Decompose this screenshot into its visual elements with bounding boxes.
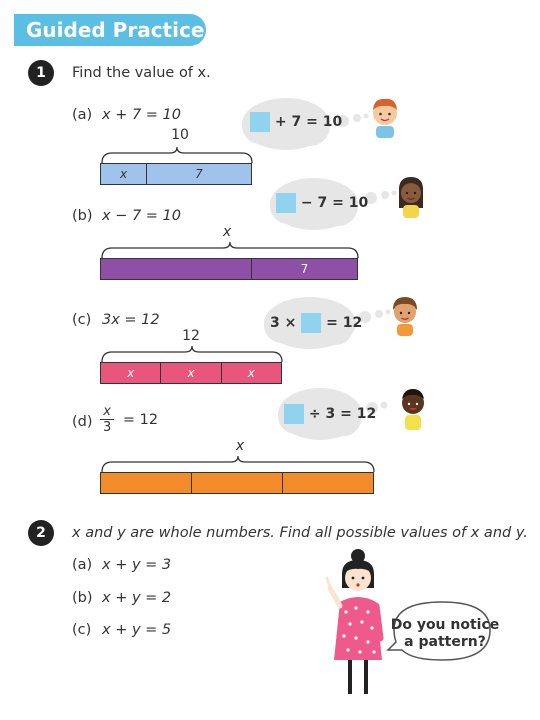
part-b-thought-text: − 7 = 10 [276,193,368,213]
part-c-segment-x3: x [247,366,255,380]
part-a-letter: (a) [72,107,93,123]
part-c-brace-label: 12 [182,328,200,344]
part-c-segment-x1: x [101,363,161,383]
part-a-segment-x: x [101,164,147,184]
q2-part-b-equation: x + y = 2 [102,590,172,606]
unknown-box-icon [301,313,321,333]
question-number-1: 1 [28,60,54,86]
speech-bubble-text: Do you notice a pattern? [390,617,500,650]
q2-part-c-letter: (c) [72,622,92,638]
part-c-segment-x2: x [161,363,221,383]
part-c-brace [100,344,284,364]
part-d-segment-3 [283,473,373,493]
part-c-equation: 3x = 12 [102,312,160,328]
part-b-bar-model [100,258,358,280]
part-a-thought-text: + 7 = 10 [250,112,342,132]
part-b-brace-label: x [222,224,232,240]
part-d-brace-label: x [235,438,245,454]
section-header [14,14,206,46]
boy-avatar-icon [396,386,430,430]
part-d-thought-text: ÷ 3 = 12 [284,404,376,424]
part-d-segment-2 [192,473,283,493]
part-b-segment-7: 7 [300,262,309,276]
part-d-brace [100,454,376,474]
part-b-letter: (b) [72,208,93,224]
q2-part-b-letter: (b) [72,590,93,606]
unknown-box-icon [250,112,270,132]
q2-part-a-letter: (a) [72,557,93,573]
part-a-bar-model [100,163,252,185]
part-d-bar-model [100,472,374,494]
part-c-letter: (c) [72,312,92,328]
part-d-segment-1 [101,473,192,493]
part-a-brace-label: 10 [171,127,189,143]
part-b-brace [100,240,360,260]
part-a-equation: x + 7 = 10 [102,107,181,123]
girl-avatar-icon [388,294,422,336]
section-title: Guided Practice [26,18,205,42]
question-2-prompt: x and y are whole numbers. Find all possible values of x and y. [72,525,528,541]
girl-avatar-icon [394,174,428,218]
question-number-2: 2 [28,520,54,546]
part-d-equation: $\frac{x}{3}$ = 12 [100,404,158,435]
q2-part-c-equation: x + y = 5 [102,622,172,638]
part-d-fraction: $\frac{x}{3}$ [100,404,114,435]
part-c-bar-model [100,362,282,384]
part-c-thought-text: 3 × = 12 [270,315,363,331]
unknown-box-icon [284,404,304,424]
part-a-segment-7: 7 [195,167,203,181]
unknown-box-icon [276,193,296,213]
boy-avatar-icon [368,96,402,138]
part-d-letter: (d) [72,414,93,430]
part-a-brace [100,145,254,165]
question-1-prompt: Find the value of x. [72,65,211,81]
q2-part-a-equation: x + y = 3 [102,557,172,573]
part-b-segment-x [101,259,252,279]
part-b-equation: x − 7 = 10 [102,208,181,224]
